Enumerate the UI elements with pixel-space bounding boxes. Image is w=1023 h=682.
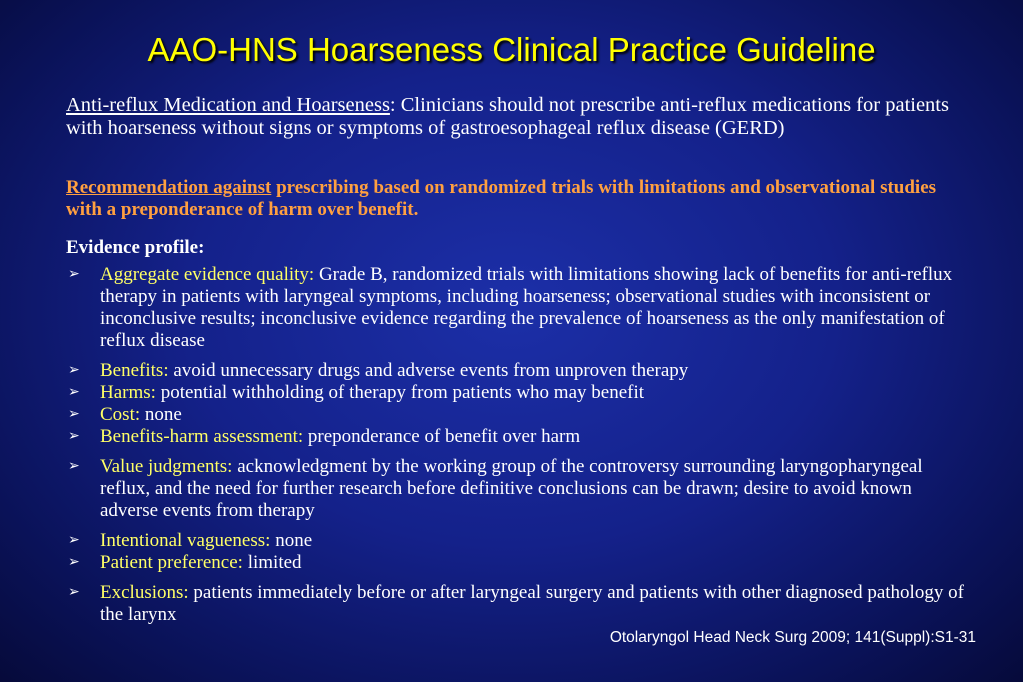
list-item bbox=[66, 426, 966, 448]
list-item bbox=[66, 360, 966, 382]
arrowhead-bullet-icon: ➢ bbox=[68, 429, 80, 444]
bullet-text: none bbox=[270, 530, 313, 551]
bullet-label: Patient preference: bbox=[100, 552, 243, 573]
evidence-profile-heading: Evidence profile: bbox=[66, 237, 205, 258]
bullet-label: Intentional vagueness: bbox=[100, 530, 271, 551]
bullet-text: Grade B, randomized trials with limitations showing lack of benefits for anti-reflux therapy in patients with laryngeal symptoms, including hoarseness; observational studies with inconsistent or inconclusive results; inconclusive evidence regarding the prevalence of hoarseness as the only manifestation of reflux disease bbox=[100, 264, 953, 351]
recommendation-label: Recommendation against bbox=[66, 177, 272, 198]
arrowhead-bullet-icon: ➢ bbox=[68, 407, 80, 422]
intro-text: : Clinicians should not prescribe anti-reflux medications for patients with hoarseness without signs or symptoms of gastroesophageal reflux disease (GERD) bbox=[66, 94, 949, 139]
arrowhead-bullet-icon: ➢ bbox=[68, 533, 80, 548]
arrowhead-bullet-icon: ➢ bbox=[68, 363, 80, 378]
evidence-list bbox=[66, 264, 966, 626]
bullet-text: patients immediately before or after laryngeal surgery and patients with other diagnosed pathology of the larynx bbox=[100, 582, 964, 625]
bullet-label: Benefits-harm assessment: bbox=[100, 426, 304, 447]
list-item bbox=[66, 582, 966, 626]
list-item bbox=[66, 552, 966, 574]
list-item bbox=[66, 456, 966, 522]
bullet-text: preponderance of benefit over harm bbox=[303, 426, 581, 447]
arrowhead-bullet-icon: ➢ bbox=[68, 555, 80, 570]
citation: Otolaryngol Head Neck Surg 2009; 141(Suppl):S1-31 bbox=[609, 629, 976, 646]
bullet-label: Benefits: bbox=[100, 360, 169, 381]
bullet-label: Value judgments: bbox=[100, 456, 233, 477]
bullet-text: avoid unnecessary drugs and adverse events from unproven therapy bbox=[168, 360, 689, 381]
arrowhead-bullet-icon: ➢ bbox=[68, 459, 80, 474]
arrowhead-bullet-icon: ➢ bbox=[68, 385, 80, 400]
arrowhead-bullet-icon: ➢ bbox=[68, 267, 80, 282]
arrowhead-bullet-icon: ➢ bbox=[68, 585, 80, 600]
bullet-text: potential withholding of therapy from patients who may benefit bbox=[155, 382, 645, 403]
bullet-label: Harms: bbox=[100, 382, 156, 403]
intro-paragraph bbox=[66, 94, 966, 140]
bullet-label: Aggregate evidence quality: bbox=[100, 264, 315, 285]
list-item bbox=[66, 404, 966, 426]
bullet-text: none bbox=[140, 404, 182, 425]
list-item bbox=[66, 264, 966, 352]
list-item bbox=[66, 530, 966, 552]
recommendation-text: prescribing based on randomized trials with limitations and observational studies with a preponderance of harm over benefit. bbox=[66, 177, 937, 220]
recommendation-paragraph bbox=[66, 177, 966, 221]
bullet-label: Exclusions: bbox=[100, 582, 189, 603]
bullet-text: acknowledgment by the working group of the controversy surrounding laryngopharyngeal reflux, and the need for further research before definitive conclusions can be drawn; desire to avoid known adverse events from therapy bbox=[100, 456, 923, 521]
bullet-text: limited bbox=[242, 552, 302, 573]
list-item bbox=[66, 382, 966, 404]
intro-heading: Anti-reflux Medication and Hoarseness bbox=[66, 94, 390, 116]
page-title: AAO-HNS Hoarseness Clinical Practice Guideline bbox=[147, 31, 876, 68]
bullet-label: Cost: bbox=[100, 404, 141, 425]
